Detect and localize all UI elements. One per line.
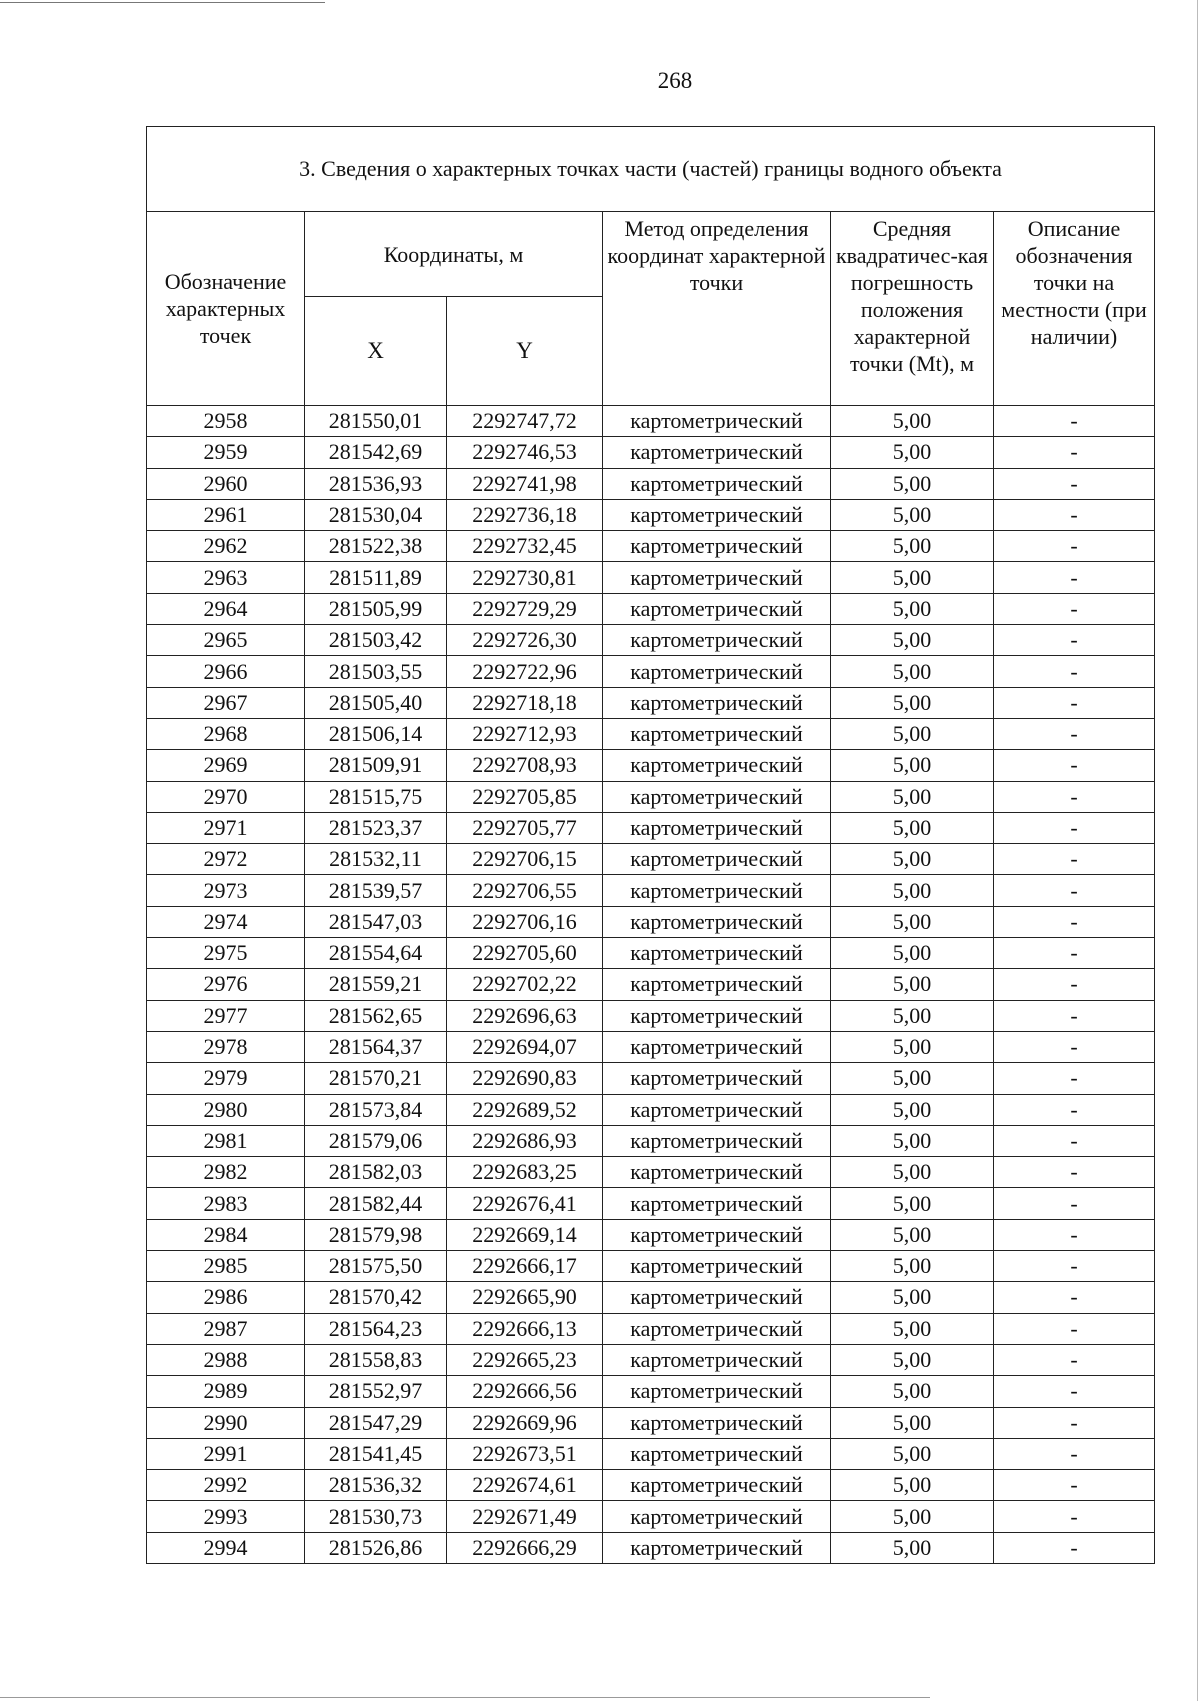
cell-method: картометрический [603,1407,831,1438]
cell-x: 281530,73 [305,1501,447,1532]
cell-accuracy: 5,00 [831,1501,994,1532]
cell-x: 281575,50 [305,1251,447,1282]
cell-y: 2292666,56 [447,1376,603,1407]
cell-point-id: 2982 [147,1157,305,1188]
cell-point-id: 2979 [147,1063,305,1094]
cell-method: картометрический [603,625,831,656]
cell-description: - [994,1031,1155,1062]
header-accuracy: Средняя квадратичес-кая погрешность положения характерной точки (Mt), м [831,212,994,406]
cell-y: 2292669,96 [447,1407,603,1438]
cell-point-id: 2974 [147,906,305,937]
cell-x: 281562,65 [305,1000,447,1031]
cell-method: картометрический [603,499,831,530]
cell-description: - [994,1532,1155,1563]
cell-description: - [994,1282,1155,1313]
table-row [147,1470,1155,1501]
cell-description: - [994,593,1155,624]
cell-x: 281564,37 [305,1031,447,1062]
cell-x: 281547,03 [305,906,447,937]
cell-description: - [994,687,1155,718]
cell-description: - [994,656,1155,687]
cell-description: - [994,812,1155,843]
cell-description: - [994,938,1155,969]
table-row [147,1376,1155,1407]
cell-point-id: 2960 [147,468,305,499]
cell-method: картометрический [603,1219,831,1250]
cell-y: 2292706,55 [447,875,603,906]
cell-y: 2292665,23 [447,1344,603,1375]
cell-accuracy: 5,00 [831,812,994,843]
cell-method: картометрический [603,875,831,906]
cell-method: картометрический [603,1063,831,1094]
table-row [147,906,1155,937]
table-row [147,562,1155,593]
cell-y: 2292747,72 [447,406,603,437]
cell-accuracy: 5,00 [831,1031,994,1062]
cell-x: 281564,23 [305,1313,447,1344]
cell-accuracy: 5,00 [831,938,994,969]
cell-method: картометрический [603,1344,831,1375]
cell-description: - [994,1219,1155,1250]
table-row [147,1094,1155,1125]
cell-x: 281579,06 [305,1125,447,1156]
cell-y: 2292741,98 [447,468,603,499]
cell-x: 281505,99 [305,593,447,624]
cell-y: 2292729,29 [447,593,603,624]
cell-accuracy: 5,00 [831,844,994,875]
cell-description: - [994,1188,1155,1219]
cell-accuracy: 5,00 [831,499,994,530]
cell-x: 281570,42 [305,1282,447,1313]
cell-accuracy: 5,00 [831,687,994,718]
cell-accuracy: 5,00 [831,593,994,624]
cell-x: 281547,29 [305,1407,447,1438]
table-row [147,1344,1155,1375]
table-row [147,531,1155,562]
cell-description: - [994,718,1155,749]
cell-description: - [994,906,1155,937]
cell-y: 2292705,77 [447,812,603,843]
cell-x: 281509,91 [305,750,447,781]
cell-method: картометрический [603,1125,831,1156]
cell-x: 281532,11 [305,844,447,875]
cell-description: - [994,969,1155,1000]
cell-y: 2292702,22 [447,969,603,1000]
cell-method: картометрический [603,1094,831,1125]
cell-point-id: 2981 [147,1125,305,1156]
cell-point-id: 2990 [147,1407,305,1438]
cell-y: 2292676,41 [447,1188,603,1219]
cell-description: - [994,781,1155,812]
cell-accuracy: 5,00 [831,1376,994,1407]
cell-x: 281542,69 [305,437,447,468]
cell-method: картометрический [603,1157,831,1188]
cell-accuracy: 5,00 [831,1282,994,1313]
cell-description: - [994,1000,1155,1031]
table-row [147,1407,1155,1438]
cell-accuracy: 5,00 [831,531,994,562]
cell-method: картометрический [603,750,831,781]
cell-x: 281552,97 [305,1376,447,1407]
cell-y: 2292746,53 [447,437,603,468]
cell-description: - [994,1125,1155,1156]
cell-accuracy: 5,00 [831,625,994,656]
cell-accuracy: 5,00 [831,1407,994,1438]
table-row [147,499,1155,530]
cell-method: картометрический [603,562,831,593]
cell-description: - [994,406,1155,437]
cell-point-id: 2980 [147,1094,305,1125]
table-row [147,1501,1155,1532]
cell-method: картометрический [603,1470,831,1501]
cell-description: - [994,499,1155,530]
cell-y: 2292696,63 [447,1000,603,1031]
cell-y: 2292666,17 [447,1251,603,1282]
cell-accuracy: 5,00 [831,718,994,749]
cell-x: 281570,21 [305,1063,447,1094]
table-row [147,781,1155,812]
cell-description: - [994,562,1155,593]
cell-x: 281526,86 [305,1532,447,1563]
cell-accuracy: 5,00 [831,562,994,593]
cell-y: 2292726,30 [447,625,603,656]
cell-x: 281558,83 [305,1344,447,1375]
boundary-points-table [146,126,1155,1564]
cell-x: 281559,21 [305,969,447,1000]
cell-point-id: 2963 [147,562,305,593]
cell-x: 281515,75 [305,781,447,812]
cell-x: 281530,04 [305,499,447,530]
cell-point-id: 2984 [147,1219,305,1250]
cell-description: - [994,437,1155,468]
cell-method: картометрический [603,531,831,562]
header-method: Метод определения координат характерной точки [603,212,831,406]
table-row [147,1219,1155,1250]
cell-method: картометрический [603,1313,831,1344]
cell-y: 2292732,45 [447,531,603,562]
table-row [147,1000,1155,1031]
cell-method: картометрический [603,1251,831,1282]
cell-point-id: 2977 [147,1000,305,1031]
cell-method: картометрический [603,1000,831,1031]
table-row [147,1282,1155,1313]
table-row [147,1251,1155,1282]
cell-accuracy: 5,00 [831,656,994,687]
header-description: Описание обозначения точки на местности (при наличии) [994,212,1155,406]
cell-y: 2292669,14 [447,1219,603,1250]
cell-method: картометрический [603,718,831,749]
table-row [147,812,1155,843]
cell-method: картометрический [603,1532,831,1563]
cell-x: 281541,45 [305,1438,447,1469]
cell-description: - [994,844,1155,875]
cell-x: 281505,40 [305,687,447,718]
cell-method: картометрический [603,468,831,499]
cell-x: 281536,93 [305,468,447,499]
cell-point-id: 2959 [147,437,305,468]
table-body [147,406,1155,1564]
cell-x: 281582,44 [305,1188,447,1219]
cell-x: 281539,57 [305,875,447,906]
cell-point-id: 2978 [147,1031,305,1062]
cell-x: 281582,03 [305,1157,447,1188]
cell-method: картометрический [603,844,831,875]
cell-x: 281503,55 [305,656,447,687]
cell-accuracy: 5,00 [831,875,994,906]
section-title: 3. Сведения о характерных точках части (частей) границы водного объекта [147,127,1155,212]
table-row [147,1438,1155,1469]
cell-description: - [994,1094,1155,1125]
cell-method: картометрический [603,656,831,687]
cell-description: - [994,1313,1155,1344]
cell-accuracy: 5,00 [831,1188,994,1219]
cell-method: картометрический [603,1438,831,1469]
cell-point-id: 2971 [147,812,305,843]
cell-description: - [994,531,1155,562]
cell-point-id: 2967 [147,687,305,718]
cell-y: 2292665,90 [447,1282,603,1313]
page-number: 268 [657,68,693,93]
cell-description: - [994,1376,1155,1407]
cell-accuracy: 5,00 [831,1344,994,1375]
cell-point-id: 2966 [147,656,305,687]
cell-x: 281579,98 [305,1219,447,1250]
table-row [147,593,1155,624]
cell-method: картометрический [603,1031,831,1062]
cell-method: картометрический [603,406,831,437]
header-coordinates: Координаты, м [305,212,603,297]
cell-point-id: 2989 [147,1376,305,1407]
cell-description: - [994,1407,1155,1438]
cell-point-id: 2973 [147,875,305,906]
cell-x: 281554,64 [305,938,447,969]
cell-accuracy: 5,00 [831,1532,994,1563]
cell-point-id: 2993 [147,1501,305,1532]
cell-x: 281503,42 [305,625,447,656]
cell-y: 2292722,96 [447,656,603,687]
cell-accuracy: 5,00 [831,969,994,1000]
header-point-id: Обозначение характерных точек [147,212,305,406]
cell-point-id: 2962 [147,531,305,562]
cell-accuracy: 5,00 [831,1470,994,1501]
cell-description: - [994,1470,1155,1501]
table-row [147,750,1155,781]
cell-y: 2292718,18 [447,687,603,718]
cell-description: - [994,1438,1155,1469]
scan-edge-top [0,2,325,3]
cell-y: 2292706,15 [447,844,603,875]
cell-y: 2292736,18 [447,499,603,530]
cell-accuracy: 5,00 [831,750,994,781]
cell-point-id: 2994 [147,1532,305,1563]
cell-y: 2292730,81 [447,562,603,593]
cell-point-id: 2975 [147,938,305,969]
table-row [147,687,1155,718]
cell-point-id: 2969 [147,750,305,781]
cell-method: картометрический [603,1282,831,1313]
cell-accuracy: 5,00 [831,1094,994,1125]
table-row [147,1532,1155,1563]
cell-point-id: 2986 [147,1282,305,1313]
cell-point-id: 2958 [147,406,305,437]
cell-y: 2292671,49 [447,1501,603,1532]
cell-method: картометрический [603,969,831,1000]
cell-description: - [994,1501,1155,1532]
cell-method: картометрический [603,687,831,718]
table-row [147,718,1155,749]
cell-point-id: 2964 [147,593,305,624]
cell-accuracy: 5,00 [831,1313,994,1344]
table-row [147,468,1155,499]
cell-accuracy: 5,00 [831,1000,994,1031]
cell-accuracy: 5,00 [831,1251,994,1282]
header-x: X [305,297,447,406]
table-row [147,1188,1155,1219]
cell-point-id: 2961 [147,499,305,530]
cell-x: 281522,38 [305,531,447,562]
cell-point-id: 2988 [147,1344,305,1375]
cell-accuracy: 5,00 [831,1063,994,1094]
cell-point-id: 2970 [147,781,305,812]
table-row [147,625,1155,656]
cell-y: 2292673,51 [447,1438,603,1469]
cell-point-id: 2985 [147,1251,305,1282]
cell-point-id: 2972 [147,844,305,875]
table-row [147,1313,1155,1344]
cell-description: - [994,1344,1155,1375]
cell-y: 2292705,60 [447,938,603,969]
cell-description: - [994,625,1155,656]
cell-point-id: 2983 [147,1188,305,1219]
cell-method: картометрический [603,1501,831,1532]
cell-accuracy: 5,00 [831,468,994,499]
table-row [147,656,1155,687]
cell-accuracy: 5,00 [831,781,994,812]
cell-point-id: 2968 [147,718,305,749]
cell-description: - [994,468,1155,499]
cell-x: 281511,89 [305,562,447,593]
table-row [147,969,1155,1000]
cell-method: картометрический [603,437,831,468]
cell-y: 2292705,85 [447,781,603,812]
cell-accuracy: 5,00 [831,406,994,437]
cell-y: 2292689,52 [447,1094,603,1125]
cell-method: картометрический [603,906,831,937]
cell-description: - [994,1157,1155,1188]
table-row [147,1031,1155,1062]
table-row [147,1125,1155,1156]
cell-y: 2292708,93 [447,750,603,781]
table-row [147,406,1155,437]
cell-point-id: 2991 [147,1438,305,1469]
cell-accuracy: 5,00 [831,437,994,468]
table-row [147,1157,1155,1188]
cell-accuracy: 5,00 [831,1219,994,1250]
table-row [147,938,1155,969]
cell-description: - [994,1063,1155,1094]
cell-method: картометрический [603,1188,831,1219]
cell-point-id: 2987 [147,1313,305,1344]
cell-y: 2292674,61 [447,1470,603,1501]
scan-edge-right [1197,0,1198,1701]
cell-accuracy: 5,00 [831,1157,994,1188]
table-row [147,437,1155,468]
table-row [147,875,1155,906]
cell-method: картометрический [603,938,831,969]
cell-x: 281550,01 [305,406,447,437]
cell-x: 281506,14 [305,718,447,749]
scan-edge-bottom [0,1697,930,1698]
cell-x: 281523,37 [305,812,447,843]
cell-point-id: 2976 [147,969,305,1000]
cell-y: 2292694,07 [447,1031,603,1062]
table-row [147,1063,1155,1094]
cell-y: 2292666,13 [447,1313,603,1344]
cell-accuracy: 5,00 [831,1438,994,1469]
cell-y: 2292683,25 [447,1157,603,1188]
cell-accuracy: 5,00 [831,906,994,937]
cell-description: - [994,750,1155,781]
cell-method: картометрический [603,812,831,843]
cell-y: 2292706,16 [447,906,603,937]
cell-y: 2292686,93 [447,1125,603,1156]
cell-x: 281573,84 [305,1094,447,1125]
table-row [147,844,1155,875]
cell-point-id: 2965 [147,625,305,656]
cell-y: 2292712,93 [447,718,603,749]
cell-y: 2292690,83 [447,1063,603,1094]
cell-method: картометрический [603,593,831,624]
cell-point-id: 2992 [147,1470,305,1501]
cell-method: картометрический [603,1376,831,1407]
cell-method: картометрический [603,781,831,812]
cell-y: 2292666,29 [447,1532,603,1563]
cell-description: - [994,1251,1155,1282]
cell-accuracy: 5,00 [831,1125,994,1156]
cell-x: 281536,32 [305,1470,447,1501]
cell-description: - [994,875,1155,906]
header-y: Y [447,297,603,406]
